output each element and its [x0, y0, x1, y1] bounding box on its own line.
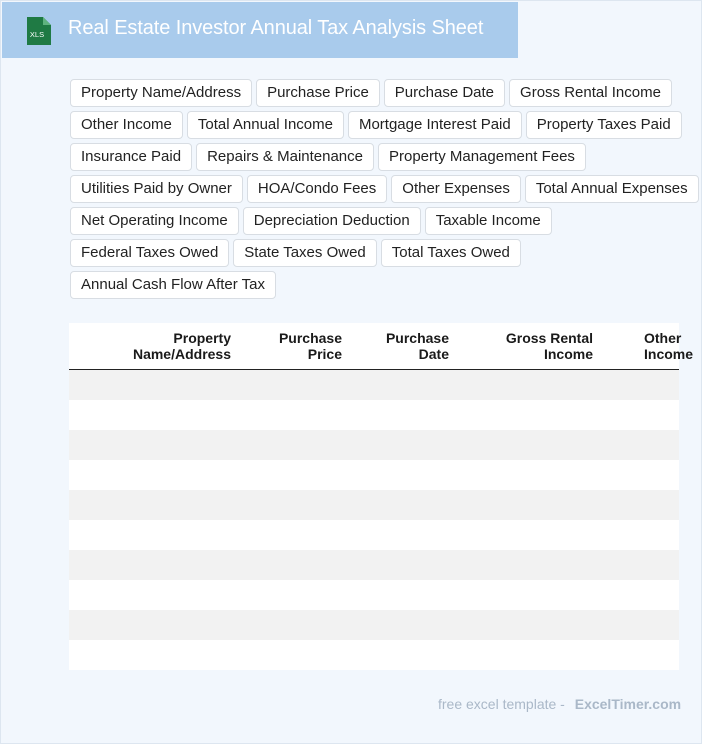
footer-prefix: free excel template -: [438, 696, 565, 712]
field-chip[interactable]: Purchase Date: [384, 79, 505, 107]
column-header-line2: Name/Address: [132, 346, 231, 362]
field-chip[interactable]: State Taxes Owed: [233, 239, 376, 267]
column-header-line2: Income: [543, 346, 593, 362]
field-chip[interactable]: Property Name/Address: [70, 79, 252, 107]
field-chip[interactable]: Total Annual Income: [187, 111, 344, 139]
page-title: Real Estate Investor Annual Tax Analysis Sheet: [68, 17, 484, 39]
table-row[interactable]: [69, 580, 679, 610]
table-row[interactable]: [69, 460, 679, 490]
xls-icon-label: XLS: [29, 30, 45, 39]
column-header-line1: Purchase: [385, 330, 449, 346]
field-chip[interactable]: Other Income: [70, 111, 183, 139]
field-chip[interactable]: Mortgage Interest Paid: [348, 111, 522, 139]
table-header: [69, 323, 694, 370]
table-row[interactable]: [69, 430, 679, 460]
page-header: [2, 2, 518, 58]
column-header-line1: Gross Rental: [505, 330, 593, 346]
data-table: [69, 323, 694, 670]
column-header-line1: Property: [173, 330, 231, 346]
field-chip[interactable]: Insurance Paid: [70, 143, 192, 171]
field-chip[interactable]: Annual Cash Flow After Tax: [70, 271, 276, 299]
column-header[interactable]: [644, 330, 693, 362]
table-body: [69, 370, 679, 670]
xls-file-icon: [24, 16, 52, 46]
field-chip-row: [70, 207, 690, 235]
field-chip[interactable]: Repairs & Maintenance: [196, 143, 374, 171]
field-chip[interactable]: HOA/Condo Fees: [247, 175, 387, 203]
field-chip-row: [70, 239, 690, 267]
column-header[interactable]: [386, 330, 449, 362]
column-header-line1: Other: [644, 330, 682, 346]
field-chip[interactable]: Depreciation Deduction: [243, 207, 421, 235]
table-row[interactable]: [69, 400, 679, 430]
field-chip[interactable]: Taxable Income: [425, 207, 552, 235]
table-row[interactable]: [69, 610, 679, 640]
field-chip[interactable]: Property Taxes Paid: [526, 111, 682, 139]
field-chip[interactable]: Utilities Paid by Owner: [70, 175, 243, 203]
column-header-line2: Price: [307, 346, 342, 362]
footer-brand-link[interactable]: ExcelTimer.com: [574, 696, 682, 712]
field-chip-row: [70, 79, 690, 107]
table-row[interactable]: [69, 550, 679, 580]
field-chip[interactable]: Purchase Price: [256, 79, 380, 107]
column-header[interactable]: [506, 330, 593, 362]
field-chip-list: [70, 79, 690, 303]
field-chip-row: [70, 143, 690, 171]
column-header[interactable]: [133, 330, 231, 362]
field-chip-row: [70, 271, 690, 299]
column-header-line2: Date: [418, 346, 449, 362]
field-chip[interactable]: Total Annual Expenses: [525, 175, 699, 203]
field-chip[interactable]: Federal Taxes Owed: [70, 239, 229, 267]
field-chip-row: [70, 175, 690, 203]
footer-credit: [438, 696, 681, 712]
table-row[interactable]: [69, 370, 679, 400]
field-chip[interactable]: Total Taxes Owed: [381, 239, 521, 267]
table-row[interactable]: [69, 640, 679, 670]
field-chip[interactable]: Other Expenses: [391, 175, 521, 203]
table-row[interactable]: [69, 520, 679, 550]
field-chip-row: [70, 111, 690, 139]
column-header-line1: Purchase: [278, 330, 342, 346]
table-row[interactable]: [69, 490, 679, 520]
field-chip[interactable]: Property Management Fees: [378, 143, 586, 171]
field-chip[interactable]: Net Operating Income: [70, 207, 239, 235]
column-header-line2: Income: [644, 346, 694, 362]
column-header[interactable]: [279, 330, 342, 362]
field-chip[interactable]: Gross Rental Income: [509, 79, 672, 107]
